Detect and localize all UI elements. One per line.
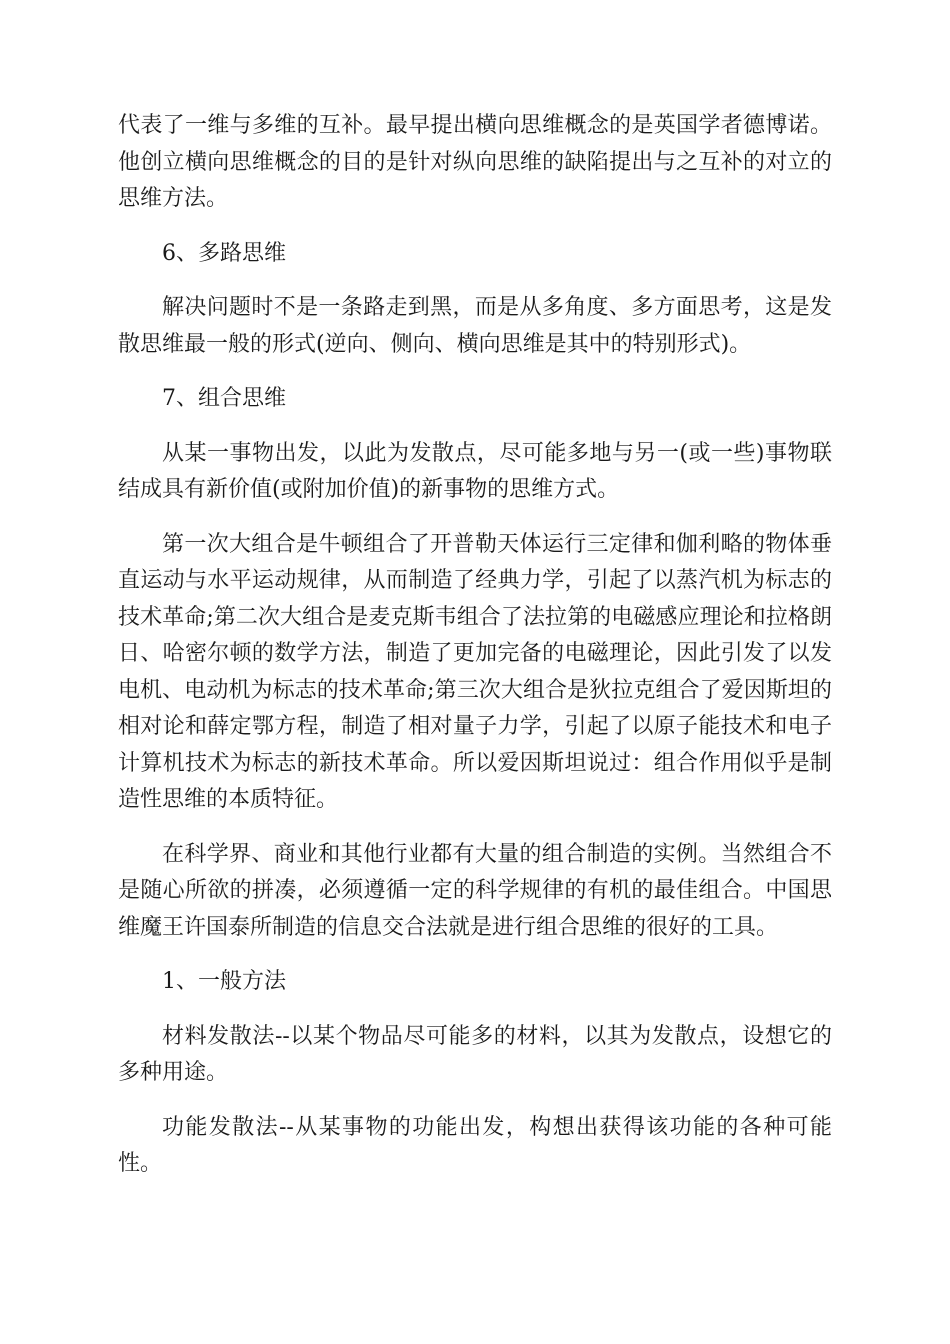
paragraph-continuation: 代表了一维与多维的互补。最早提出横向思维概念的是英国学者德博诺。他创立横向思维概念的目的是针对纵向思维的缺陷提出与之互补的对立的思维方法。	[118, 113, 832, 211]
paragraph: 功能发散法--从某事物的功能出发，构想出获得该功能的各种可能性。	[118, 1114, 832, 1176]
section-heading-multipath-thinking: 6、多路思维	[162, 240, 286, 266]
paragraph: 解决问题时不是一条路走到黑，而是从多角度、多方面思考，这是发散思维最一般的形式(逆向、侧向、横向思维是其中的特别形式)。	[118, 295, 832, 357]
section-heading-general-methods: 1、一般方法	[162, 969, 286, 994]
paragraph: 在科学界、商业和其他行业都有大量的组合制造的实例。当然组合不是随心所欲的拼凑，必须遵循一定的科学规律的有机的最佳组合。中国思维魔王许国泰所制造的信息交合法就是进行组合思维的很好的工具。	[118, 841, 832, 940]
section-heading-combination-thinking: 7、组合思维	[162, 386, 286, 411]
paragraph: 材料发散法--以某个物品尽可能多的材料，以其为发散点，设想它的多种用途。	[118, 1023, 832, 1085]
document-body	[118, 108, 832, 1201]
paragraph: 第一次大组合是牛顿组合了开普勒天体运行三定律和伽利略的物体垂直运动与水平运动规律，从而制造了经典力学，引起了以蒸汽机为标志的技术革命;第二次大组合是麦克斯韦组合了法拉第的电磁感应理论和拉格朗日、哈密尔顿的数学方法，制造了更加完备的电磁理论，因此引发了以发电机、电动机为标志的技术革命;第三次大组合是狄拉克组合了爱因斯坦的相对论和薛定鄂方程，制造了相对量子力学，引起了以原子能技术和电子计算机技术为标志的新技术革命。所以爱因斯坦说过：组合作用似乎是制造性思维的本质特征。	[118, 531, 832, 812]
paragraph: 从某一事物出发，以此为发散点，尽可能多地与另一(或一些)事物联结成具有新价值(或附加价值)的新事物的思维方式。	[118, 440, 832, 502]
